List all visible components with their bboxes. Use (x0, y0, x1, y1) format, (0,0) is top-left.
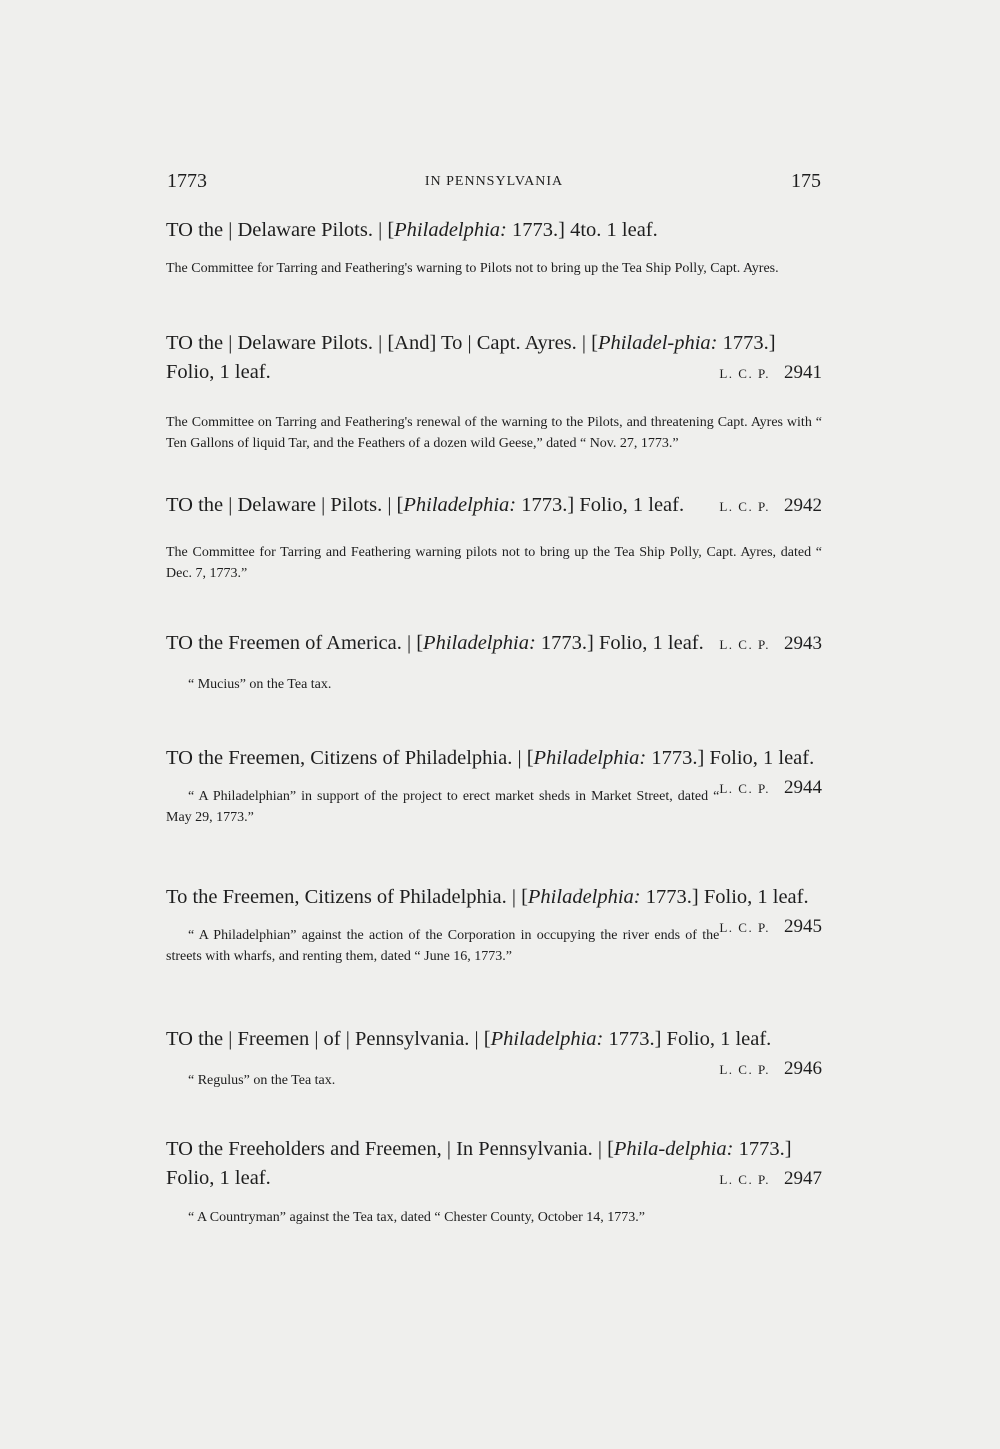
bibliography-entry (166, 216, 822, 279)
entry-title: TO the | Freemen | of | Pennsylvania. | [Philadelphia: 1773.] Folio, 1 leaf. L. C. P. 2946 (166, 1025, 822, 1054)
entry-note: “ Mucius” on the Tea tax. (188, 677, 332, 692)
entry-note: The Committee on Tarring and Feathering's renewal of the warning to the Pilots, and threatening Capt. Ayres with “ Ten Gallons of liquid Tar, and the Feathers of a dozen wild Geese,” dated “ Nov. 27, 1773.” (166, 415, 822, 451)
entry-title: TO the Freemen of America. | [Philadelphia: 1773.] Folio, 1 leaf. L. C. P. 2943 (166, 629, 822, 658)
catalog-number: L. C. P. 2947 (719, 1168, 822, 1189)
bibliography-entry (166, 491, 822, 584)
entry-note: “ Regulus” on the Tea tax. (188, 1073, 336, 1088)
page-number: 175 (791, 170, 821, 192)
catalog-number: L. C. P. 2942 (719, 495, 822, 516)
catalog-number: L. C. P. 2943 (719, 633, 822, 654)
entry-title: TO the | Delaware Pilots. | [And] To | Capt. Ayres. | [Philadel-phia: 1773.] Folio, 1 leaf. L. C. P. 2941 (166, 329, 822, 387)
catalog-number: L. C. P. 2941 (719, 362, 822, 383)
running-header (167, 170, 821, 200)
catalog-number: L. C. P. 2944 (719, 777, 822, 798)
entry-title: TO the | Delaware Pilots. | [Philadelphia: 1773.] 4to. 1 leaf. (166, 219, 658, 241)
bibliography-entry (166, 744, 822, 828)
bibliography-entry (166, 329, 822, 454)
entry-note: “ A Philadelphian” in support of the project to erect market sheds in Market Street, dated “ May 29, 1773.” (166, 789, 720, 825)
header-year: 1773 (167, 170, 207, 192)
entry-title: TO the | Delaware | Pilots. | [Philadelphia: 1773.] Folio, 1 leaf. L. C. P. 2942 (166, 491, 822, 520)
entry-note: “ A Philadelphian” against the action of the Corporation in occupying the river ends of the streets with wharfs, and renting them, dated “ June 16, 1773.” (166, 928, 720, 964)
entry-title: To the Freemen, Citizens of Philadelphia. | [Philadelphia: 1773.] Folio, 1 leaf. L. C. P. 2945 (166, 883, 822, 912)
entry-title: TO the Freeholders and Freemen, | In Pennsylvania. | [Phila-delphia: 1773.] Folio, 1 leaf. L. C. P. 2947 (166, 1135, 822, 1193)
bibliography-entry (166, 1025, 822, 1091)
running-title: IN PENNSYLVANIA (424, 174, 564, 189)
catalog-number: L. C. P. 2946 (719, 1058, 822, 1079)
bibliography-entry (166, 1135, 822, 1228)
catalog-number: L. C. P. 2945 (719, 916, 822, 937)
bibliography-entry (166, 883, 822, 967)
entry-note: “ A Countryman” against the Tea tax, dated “ Chester County, October 14, 1773.” (188, 1210, 646, 1225)
entry-note: The Committee for Tarring and Feathering's warning to Pilots not to bring up the Tea Ship Polly, Capt. Ayres. (166, 261, 779, 276)
entry-note: The Committee for Tarring and Feathering warning pilots not to bring up the Tea Ship Polly, Capt. Ayres, dated “ Dec. 7, 1773.” (166, 545, 822, 581)
entry-title: TO the Freemen, Citizens of Philadelphia. | [Philadelphia: 1773.] Folio, 1 leaf. L. C. P. 2944 (166, 744, 822, 773)
bibliography-entry (166, 629, 822, 695)
